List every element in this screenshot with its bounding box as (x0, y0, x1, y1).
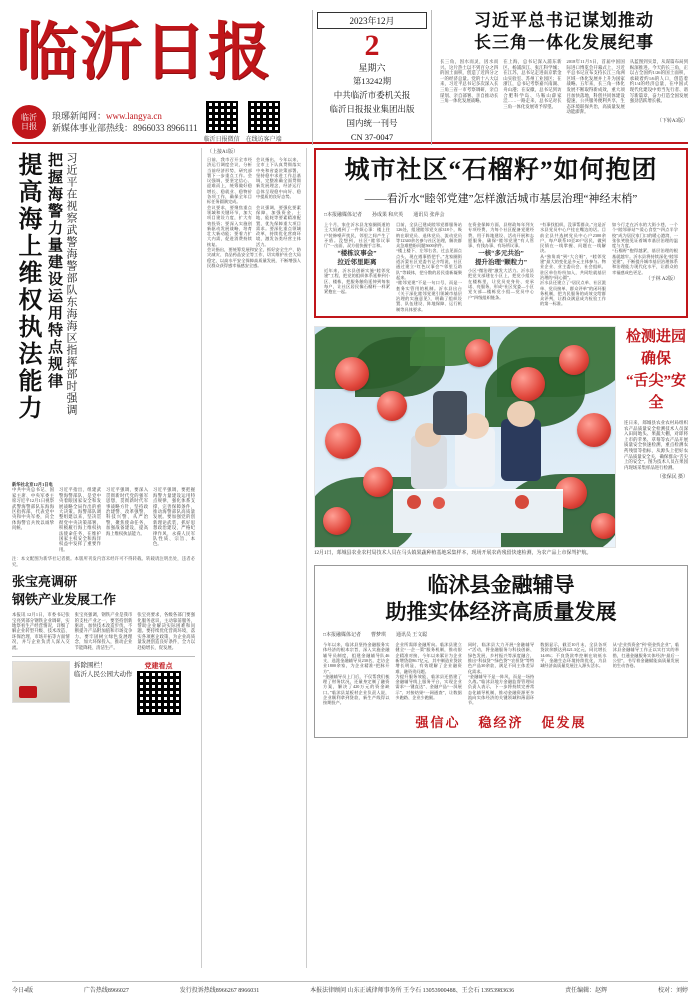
middle-columns-3 (207, 247, 301, 268)
secondary-article-columns (12, 612, 195, 650)
party-building-label: 党建看点 (144, 661, 173, 670)
lead-continuation-note: （下转A3版） (656, 118, 688, 124)
slogan-3: 促发展 (541, 714, 587, 730)
secondary-col-2: 张宝亮强调，钢铁产业是我市的支柱产业之一，要坚持创新驱动，加快技术改造步伐，不断提升产品附加值和市场竞争力。要牢固树立绿色发展理念，加大环保投入，推动企业节能降耗、清洁生产。 (74, 612, 133, 650)
middle-columns-2 (207, 205, 301, 247)
left-article-columns-2 (12, 487, 195, 552)
left-bottom-box (12, 656, 195, 715)
bottom-byline-3: 通讯员 王文聪 (396, 633, 428, 639)
feature-subhead-2: 拉近邻里距离 (337, 258, 377, 266)
feature-continuation-note: （于林 A2版） (645, 276, 678, 282)
middle-column (202, 148, 307, 968)
feature-headline: 城市社区“石榴籽”如何抱团 (344, 157, 658, 184)
hotline-label: 新媒体事业部热线：8966033 8966111 (52, 122, 198, 133)
feature-subhead-1: “楼栋议事会” (337, 250, 377, 258)
secondary-col-1: 本报讯 12月1日，市委书记张宝亮到部分钢铁企业调研，实地察看生产经营情况，详细了解企业转型升级、技术改造、环保治理、市场开拓等方面情况，并与企业负责人深入交流。 (12, 612, 70, 650)
feature-byline (324, 211, 678, 218)
slogan-1: 强信心 (415, 714, 461, 730)
middle-col-4: 会议强调，要强化要素保障，加强资金、土地、能耗等要素精准配置，优先保障重大项目需求。要深化重点领域改革，持续优化营商环境，激发各类经营主体活力。 (256, 204, 301, 247)
secondary-headline-1: 张宝亮调研 (12, 574, 78, 590)
feature-col-1-p1: 上个月，家住沂水县龙家圈街道的王大妈遇到了一件烦心事：楼上住户装修噪声扰民，邻里之间产生了矛盾。没想到，社区“睦邻议事厅”一出面，双方很快握手言和。 (324, 222, 390, 249)
left-col-3: 习近平指出，组建武警海警部队，是党中央着眼国家安全和发展战略全局作出的重大决策。海警部队调整组建以来，坚决贯彻党中央决策部署，积极履行海上维权执法使命任务，在维护国家主权安全和海洋权益中发挥了重要作用。 (59, 487, 101, 552)
qr-icon (247, 100, 281, 134)
website-url[interactable]: www.langya.cn (106, 110, 162, 121)
page-footer (12, 981, 688, 994)
photo-side-title-3: “舌尖”安全 (625, 373, 686, 412)
feature-article (314, 148, 688, 318)
publisher-line-3: 国内统一刊号 (346, 118, 398, 128)
lead-article (432, 10, 688, 124)
feature-col-1-p2: 近年来，沂水县创新实施“睦邻党建”工程，把党的组织体系延伸到小区、楼栋，把服务触角延伸到每家每户，让社区居民像石榴籽一样紧紧抱在一起。 (324, 268, 390, 295)
bottom-col-5-p1: 从“企业找资金”到“资金找企业”，临沭县金融辅导工作正以实打实的举措，打通金融服务实体经济“最后一公里”，书写着金融赋能高质量发展的生动答卷。 (612, 642, 680, 669)
photo-side-title-2: 确保 (640, 351, 671, 368)
slogan-row (323, 712, 679, 731)
photo-side-article (616, 326, 688, 557)
right-area (307, 148, 688, 968)
feature-columns (324, 222, 678, 312)
middle-kicker: （上接A1版） (207, 150, 239, 155)
bottom-col-3-p2: “金融辅导不是一阵风，而是一场持久战。”临沭县地方金融监督管理局负责人表示，下一步将持续完善常态化辅导机制，推动金融资源更多流向实体经济的关键领域和薄弱环节。 (467, 673, 535, 706)
middle-col-2: 会议指出，今年以来，全市上下认真贯彻落实中央和省委决策部署，坚持稳中求进工作总基调，完整准确全面贯彻新发展理念，经济运行总体呈现稳中向好、稳中提质的良好态势。 (256, 157, 301, 200)
bottom-col-2 (395, 642, 461, 706)
lead-col-4: 从蓝图到实景，从谋篇布局到纵深推进。今天的长三角，正以占全国约1/26的国土面积，承载着约1/6的人口，创造着约1/4的经济总量，在中国式现代化建设中勇当先行者、谱写新篇章，奋力打造全国发展强劲活跃增长极。 (629, 59, 688, 104)
lead-article-columns (440, 59, 688, 115)
feature-col-3-p1: 在资金保障方面，县财政每年列支专项经费，为每个社区配备党建经费，用于阵地建设、活动开展和志愿服务，确保“睦邻党建”有人管事、有钱办事、有场所议事。 (468, 222, 534, 249)
bottom-article (314, 565, 688, 738)
bottom-col-4-p1: 数据显示，截至10月末，全县各项贷款余额达到421.3亿元，同比增长14.6%；不良贷款率控制在较低水平，金融生态环境持续优化，为县域经济高质量发展注入源头活水。 (540, 642, 607, 669)
footer-legal: 本报法律顾问 山东正诚律师事务所 王令石 13053900488、王会石 13953983636 (310, 988, 515, 994)
bottom-byline-1: □本报融媒体记者 (323, 633, 362, 639)
qr-code-weixin[interactable] (204, 100, 240, 143)
masthead-contact-row (12, 100, 312, 143)
secondary-headline-2: 钢铁产业发展工作 (12, 592, 117, 608)
middle-columns (207, 157, 301, 205)
bottom-caption-2: 临沂人民公园大动作 (74, 670, 133, 678)
qr-weixin-caption: 临沂日报微信 (203, 137, 240, 143)
seal-icon: 临沂 日报 (12, 105, 46, 139)
byline-3: 通讯员 张萍会 (413, 213, 445, 218)
bottom-col-2-p1: 企业所需即金融所向。临沭县建立健全“一企一策”服务机制，推动银企精准对接，今年以来累计为企业新增贷款86.7亿元，其中制造业贷款增长明显，有效缓解了企业融资难、融资贵问题。 (395, 642, 462, 674)
qr-client-caption: 在线访客户端 (245, 137, 282, 143)
left-column (12, 148, 202, 968)
bottom-caption-1: 拆除围栏！ (74, 661, 107, 669)
feature-col-4-p2: 从“独角戏”到“大合唱”，“睦邻党建”最大的变化是多元主体参与。物业企业、业主委员会、社会组织、驻区单位纷纷加入，共同绘就基层治理的“同心圆”。 (540, 253, 606, 280)
byline-1: □本报融媒体记者 (324, 213, 363, 218)
masthead-left (12, 10, 312, 143)
lead-headline-2: 长三角一体化发展纪事 (474, 33, 654, 52)
vertical-headline-2: 把握海警力量建设运用特点规律 (46, 152, 62, 390)
feature-subhead-3: 一核“多元共治” (478, 250, 524, 258)
website-label: 琅琊新闻网： (52, 110, 107, 121)
bottom-columns (323, 642, 679, 706)
qr-icon[interactable] (137, 671, 181, 715)
footer-delivery-hotline: 发行投诉热线8966267 8966031 (179, 988, 260, 994)
lead-headline-1: 习近平总书记谋划推动 (474, 11, 654, 30)
bottom-col-1 (323, 642, 389, 706)
lead-col-2: 在上海，总书记深入浦东新区、杨浦滨江、张江科学城；在江苏，总书记走进南京紫金山实验室、苏州工业园区；在浙江，总书记考察嘉兴南湖、舟山港；在安徽，总书记到访合肥科学岛、马鞍山薛家洼……一路走来，总书记对长三角一体化发展寄予厚望。 (503, 59, 562, 109)
bottom-col-3-p1: 同时，临沭县大力开展“金融辅导+”活动，将金融服务与科技创新、绿色发展、乡村振兴等深度融合，推出“科技贷”“绿色贷”“农担贷”等特色产品30余款，满足不同主体差异化需求。 (467, 642, 535, 674)
bottom-byline-2: 曹梦琪 (371, 633, 387, 639)
slogan-2: 稳经济 (478, 714, 524, 730)
date-box: 2023年12月 (317, 12, 427, 29)
footer-editor: 责任编辑：赵辉 (565, 988, 608, 994)
byline-2: 孙成果 和庆英 (372, 213, 404, 218)
photo-row (314, 326, 688, 557)
bottom-col-1-p2: “金融辅导员上门后，不仅帮我们梳理了财务状况，还量身定制了融资方案，解决了420万元的资金缺口。”临沭县某板材企业负责人说，企业顺利拿到贷款，新生产线得以按期投产。 (323, 673, 390, 706)
vertical-headline-block (12, 152, 195, 482)
feature-col-2-p1: 目前，全县已建成睦邻党群服务站126处，组建睦邻党支部318个，吸纳在职党员、退休党员、流动党员等12340余名参与社区治理，解决群众急难愁盼问题5600余件。 (396, 222, 462, 249)
left-note: 注：本文配图为新华社记者摄。本版所刊发内容未经许可不得转载。转载请注明出处，违者必究。 (12, 556, 195, 567)
bottom-headline-2: 助推实体经济高质量发展 (385, 600, 617, 625)
lead-col-3: 2018年11月5日，首届中国国际进口博览会开幕式上，习近平总书记宣布支持长江三角洲区域一体化发展并上升为国家战略。五年来，长三角一体化发展不断取得新成效，重大项目加快落地，科创共同体建设提速，公共服务便利共享，生态环境联保共治，高质量发展动能澎湃。 (566, 59, 625, 115)
bottom-photo (12, 661, 70, 703)
left-col-2: 中共中央总书记、国家主席、中央军委主席习近平12月1日视察武警海警部队东海海区指挥部，代表党中央和中央军委，向全体海警官兵致以诚挚问候。 (12, 487, 54, 531)
feature-col-4-p3: 沂水县还建立了“居民点单、社区派单、党员接单、群众评单”的闭环服务机制，把为民服务的成效交给群众评判，让群众满意成为检验工作的第一标准。 (540, 280, 606, 307)
bottom-headline-1: 临沭县金融辅导 (427, 573, 575, 598)
page-content (12, 148, 688, 968)
feature-col-3-p2: 小区“微治理”激发大活力。沂水县把党支部建在小区上，把党小组设在楼栋里，让党员亮身份、亮承诺、亮服务，形成“社区党委—小区党支部—楼栋党小组—党员中心户”四级组织链条。 (468, 268, 534, 300)
secondary-col-3: 张宝亮要求，各级各部门要强化服务意识，主动靠前服务，帮助企业解决实际困难和问题。要持续优化营商环境，落实各项惠企政策，为企业高质量发展创造良好条件，全力以赴稳增长、促发展。 (137, 612, 196, 650)
footer-proofreader: 校对：刘婷 (657, 988, 688, 994)
middle-col-3: 会议要求，要聚焦重点领域和关键环节，加大项目建设力度，扩大有效投资；要深入实施创新驱动发展战略，培育壮大新动能；要着力扩大内需，促进消费持续恢复。 (207, 204, 252, 247)
date-weekday: 星期六 (358, 63, 386, 73)
website-info (52, 110, 198, 134)
photo-side-title-1: 检测进园 (625, 329, 686, 346)
feature-col-2-p3: “睦邻党建”不是一句口号，而是一套务实管用的机制。沂水县出台《关于深化睦邻党建引领城市基层治理的实施意见》，明确了组织设置、队伍建设、阵地保障、运行机制等具体要求。 (396, 280, 462, 312)
photo-caption: 12月1日，郯城县农业农村局技术人员在马头镇果蔬种植基地采集样本，现场开展农药残留快速检测，为农产品上市保驾护航。 (314, 551, 592, 557)
feature-col-5-p1: 如今行走在沂水的大街小巷，一个个“睦邻驿站”“爱心食堂”“四点半学校”成为居民家门口的暖心港湾，一张张笑脸见证着城市基层治理的温度与力度。 (612, 222, 678, 249)
publisher-line-4: CN 37-0047 (350, 132, 394, 142)
qr-icon (205, 100, 239, 134)
bottom-col-1-p1: 今年以来，临沭县坚持金融服务实体经济的根本宗旨，深入实施金融辅导员制度，组建金融辅导队46支，选派金融辅导员230名，走访企业1800余家，为企业精准“把脉开方”。 (323, 642, 390, 674)
feature-col-3 (468, 222, 534, 312)
bottom-col-4 (540, 642, 606, 706)
date-day: 2 (364, 29, 380, 62)
feature-col-1 (324, 222, 390, 312)
publisher-line-2: 临沂日报报业集团出版 (329, 104, 415, 114)
feature-col-2 (396, 222, 462, 312)
feature-col-2-p2: “楼上楼下、左邻右舍，过去见面点点头，现在遇事搭把手。”龙家圈街道沂蒙社区党委书记介绍说，社区通过建立“红色议事会”“邻里互助队”等载体，把分散的居民重新凝聚起来。 (396, 248, 462, 280)
middle-col-5: 会议指出，要统筹发展和安全，抓好安全生产、防灾减灾、食品药品安全等工作，切实维护社会大局稳定，以高水平安全保障高质量发展，不断增强人民群众获得感幸福感安全感。 (207, 247, 301, 268)
photo-side-body: 连日来，郯城县农业农村局组织农产品质量安全检测技术人员深入田间地头、果蔬大棚，对即将上市的苹果、草莓等农产品开展质量安全快速检测，重点检测农药残留等指标，从源头上把好农产品质量安全关，确保群众“舌尖上的安全”。图为技术人员在果园内现场采集样品进行检测。 (624, 420, 688, 470)
vertical-subhead: 习近平在视察武警海警部队东海海区指挥部时强调 (65, 152, 77, 416)
lead-col-1: 长三角，因水而灵，因水而兴。这片热土以不到百分之四的国土面积，创造了近四分之一的经济总量。党的十八大以来，习近平总书记多次深入长三角三省一市考察调研，亲自谋划、亲自部署、亲自推动长三角一体化发展战略。 (440, 59, 499, 104)
orchard-photo (314, 326, 616, 548)
bottom-byline (323, 631, 679, 638)
left-col-5: 习近平强调，要把握海警力量建设运用特点规律，强化体系支撑，完善保障条件，推动海警部队高质量发展。要加强党的创新理论武装，抓好思想政治建设，严格纪律作风，永葆人民军队性质、宗旨、本色。 (153, 487, 195, 547)
feature-subhead-4: 提升治理“颗粒力” (475, 258, 527, 266)
masthead (12, 10, 688, 144)
newspaper-logo: 临沂日报 (16, 19, 273, 87)
middle-col-1: 日前，我市召开全市经济运行调度会议，分析当前经济形势，研究部署下一步重点工作。会议强调，要坚定信心、迎难而上，统筹做好稳增长、稳就业、稳物价各项工作，确保全年目标任务圆满完成。 (207, 157, 252, 205)
bottom-col-5 (613, 642, 679, 706)
footer-pages: 今日4版 (12, 988, 34, 994)
photo-side-credit: （张保民 摄） (656, 475, 688, 481)
vertical-headline-1: 提高海上维权执法能力 (14, 152, 40, 422)
feature-subheadline: ——看沂水“睦邻党建”怎样激活城市基层治理“神经末梢” (364, 193, 638, 205)
left-col-4: 习近平强调，要深入贯彻新时代党的强军思想，贯彻新时代军事战略方针，坚持政治建警、改革强警、科技兴警、从严治警，聚焦使命任务，加强战备建设，提高海上维权执法能力。 (106, 487, 148, 536)
issue-number: 第13242期 (352, 76, 392, 86)
dateline: 新华社北京12月1日电 (12, 482, 53, 487)
bottom-col-3 (468, 642, 534, 706)
feature-col-4-p1: “有事找组织，没事帮群众。”这是沂水县党员中心户挂在嘴边的话。目前全县共选树党员中心户2300余户，每户联系10至20户居民，做到民情在一线掌握、问题在一线解决。 (540, 222, 606, 254)
feature-col-5-p2: “石榴籽”抱得越紧，基层治理的根基就越牢。沂水县将持续深化“睦邻党建”，不断提升城市基层治理体系和治理能力现代化水平，让群众的幸福感成色更足。 (612, 248, 678, 275)
qr-code-client[interactable] (246, 100, 282, 143)
footer-ad-hotline: 广告热线8966027 (83, 988, 129, 994)
feature-col-5 (612, 222, 678, 312)
feature-col-4 (540, 222, 606, 312)
bottom-col-2-p2: 为提升服务效能，临沭县还搭建了金融辅导线上服务平台，实现企业需求“一键直达”、金融产品“一屏展示”、对接结果“一网通查”，让数据多跑路、企业少跑腿。 (395, 673, 462, 701)
publisher-line-1: 中共临沂市委机关报 (333, 90, 411, 100)
masthead-dateblock (312, 10, 432, 145)
